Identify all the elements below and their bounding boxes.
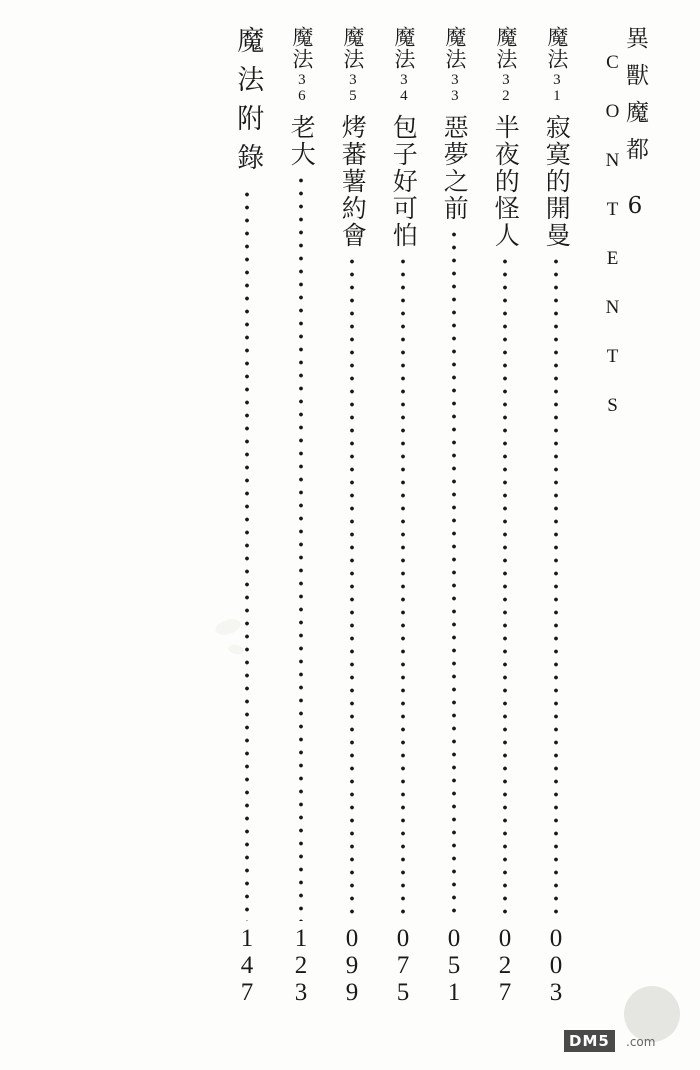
toc-entry[interactable] — [335, 26, 369, 1036]
toc-entry-page: 027 — [491, 925, 519, 1006]
toc-entry[interactable] — [488, 26, 522, 1036]
site-watermark — [564, 990, 684, 1052]
watermark-circle — [624, 986, 680, 1042]
toc-entry-number: 32 — [497, 72, 514, 104]
toc-entry-title: 寂寞的開曼 — [542, 114, 572, 249]
dot-leader — [298, 174, 304, 921]
toc-entry[interactable] — [386, 26, 420, 1036]
toc-entry-number: 36 — [293, 72, 310, 104]
dot-leader — [451, 228, 457, 921]
toc-entry-page: 003 — [542, 925, 570, 1006]
toc-entry-page: 123 — [287, 925, 315, 1006]
toc-entry-number: 31 — [548, 72, 565, 104]
contents-header — [601, 26, 646, 1036]
toc-entry-page: 099 — [338, 925, 366, 1006]
toc-entry[interactable] — [437, 26, 471, 1036]
contents-label: CONTENTS — [602, 52, 623, 444]
toc-entry-title: 包子好可怕 — [389, 114, 419, 249]
toc-entry-title: 烤蕃薯約會 — [338, 114, 368, 249]
toc-entry-page: 075 — [389, 925, 417, 1006]
watermark-label: DM5 — [564, 1030, 615, 1052]
toc-entry-appendix[interactable] — [227, 26, 267, 1036]
dot-leader — [244, 188, 250, 921]
toc-entry-head: 魔法 — [493, 26, 518, 70]
watermark-suffix: .com — [626, 1035, 656, 1049]
toc-entry-title: 半夜的怪人 — [491, 114, 521, 249]
toc-entry-page: 147 — [233, 925, 261, 1006]
toc-entry-title: 老大 — [287, 114, 317, 168]
toc-entry-number: 34 — [395, 72, 412, 104]
toc-entry-page: 051 — [440, 925, 468, 1006]
dot-leader — [553, 255, 559, 921]
toc-entry-head: 魔法 — [289, 26, 314, 70]
book-title: 異獸魔都 — [622, 26, 648, 174]
toc-entry-title: 魔法附錄 — [232, 26, 264, 182]
toc-entry-number: 35 — [344, 72, 361, 104]
dot-leader — [502, 255, 508, 921]
toc-entry-head: 魔法 — [391, 26, 416, 70]
toc-entry[interactable] — [284, 26, 318, 1036]
book-volume: 6 — [622, 193, 648, 233]
dot-leader — [400, 255, 406, 921]
dot-leader — [349, 255, 355, 921]
toc-entry-number: 33 — [446, 72, 463, 104]
toc-entry[interactable] — [539, 26, 573, 1036]
toc-entry-head: 魔法 — [544, 26, 569, 70]
toc-entry-head: 魔法 — [442, 26, 467, 70]
toc-entry-head: 魔法 — [340, 26, 365, 70]
toc-entry-title: 惡夢之前 — [440, 114, 470, 222]
